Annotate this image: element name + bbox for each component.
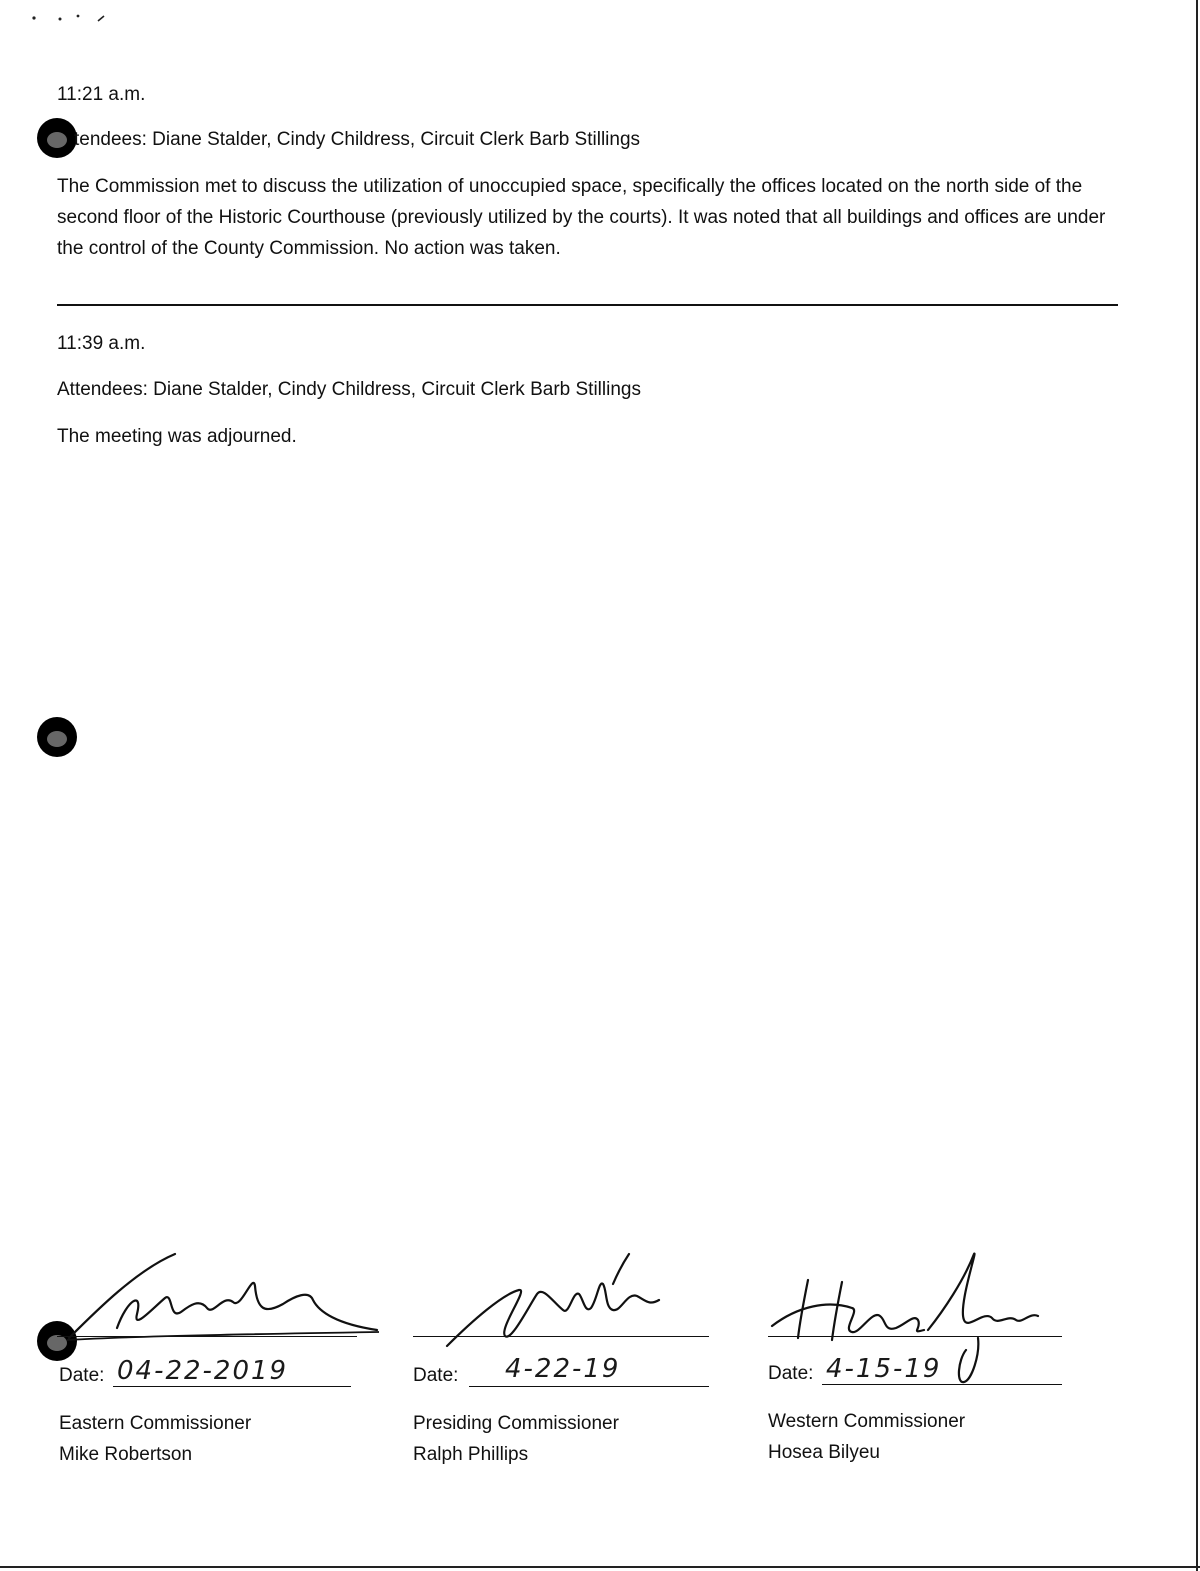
signature-ralph-phillips bbox=[413, 1250, 713, 1350]
commissioner-name: Mike Robertson bbox=[59, 1444, 193, 1465]
commissioner-title: Presiding Commissioner bbox=[413, 1413, 619, 1434]
commissioner-name: Ralph Phillips bbox=[413, 1444, 529, 1465]
section-divider bbox=[57, 304, 1118, 306]
date-label: Date: bbox=[413, 1365, 459, 1386]
signature-block-western bbox=[768, 1250, 1068, 1480]
punch-hole bbox=[37, 118, 77, 158]
page-edge-bottom bbox=[0, 1566, 1200, 1568]
entry-body: The meeting was adjourned. bbox=[57, 426, 297, 447]
signature-block-presiding bbox=[413, 1250, 713, 1480]
date-label: Date: bbox=[59, 1365, 105, 1386]
entry-time: 11:39 a.m. bbox=[57, 333, 146, 354]
punch-hole bbox=[37, 717, 77, 757]
commissioner-name: Hosea Bilyeu bbox=[768, 1442, 880, 1463]
entry-time: 11:21 a.m. bbox=[57, 84, 146, 105]
signature-mike-robertson bbox=[57, 1250, 387, 1350]
date-line bbox=[113, 1386, 351, 1387]
date-value: 04-22-2019 bbox=[117, 1356, 289, 1386]
date-label: Date: bbox=[768, 1363, 814, 1384]
date-value: 4-15-19 bbox=[826, 1354, 942, 1384]
entry-attendees: Attendees: Diane Stalder, Cindy Childress, Circuit Clerk Barb Stillings bbox=[57, 379, 641, 400]
scan-specks bbox=[30, 12, 120, 28]
date-value: 4-22-19 bbox=[505, 1354, 621, 1384]
signature-line bbox=[413, 1336, 709, 1337]
signature-line bbox=[768, 1336, 1062, 1337]
date-line bbox=[822, 1384, 1062, 1385]
commissioner-title: Eastern Commissioner bbox=[59, 1413, 252, 1434]
entry-attendees: tendees: Diane Stalder, Cindy Childress, Circuit Clerk Barb Stillings bbox=[74, 129, 641, 150]
date-line bbox=[469, 1386, 709, 1387]
page-edge-right bbox=[1196, 0, 1198, 1571]
signature-line bbox=[57, 1336, 357, 1337]
commissioner-title: Western Commissioner bbox=[768, 1411, 966, 1432]
signature-block-eastern bbox=[57, 1250, 357, 1480]
entry-body: The Commission met to discuss the utilization of unoccupied space, specifically the offices located on the north side of the second floor of the Historic Courthouse (previously utilized by the courts). It was noted that all buildings and offices are under the control of the County Commission. No action was taken. bbox=[57, 176, 1106, 259]
